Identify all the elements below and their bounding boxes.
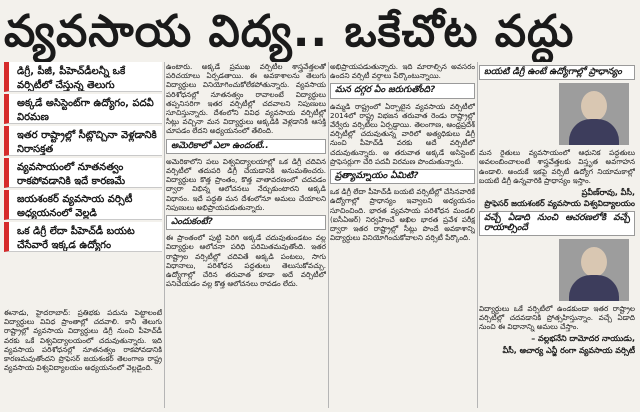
article-column-3: [330, 62, 475, 408]
body-text: ఈనాడు, హైదరాబాద్: ప్రతిభకు పదును పెట్టాలంటే విద్యార్థులు వివిధ ప్రాంతాల్లో చదవాలి. కానీ తెలుగు రాష్ట్రాల్లో వ్యవసాయ విద్యార్థులు డిగ్రీ నుంచి పీహెచ్‌డీ వరకు ఒకే విశ్వవిద్యాలయంలో చదువుతున్నారు. ఇది వ్యవసాయ పరిశోధనల్లో నూతనత్వం రాకపోవడానికి కారణమవుతోందని ప్రొఫెసర్ జయశంకర్ తెలంగాణ రాష్ట్ర వ్యవసాయ విశ్వవిద్యాలయం అధ్యయనంలో వెల్లడైంది.: [4, 308, 162, 373]
portrait-photo: [559, 239, 629, 301]
subheading: బయటి డిగ్రీ ఉంటే ఉద్యోగాల్లో ప్రాధాన్యం: [479, 65, 635, 80]
body-text: మన రైతులు వ్యవసాయంలో ఆధునిక పద్ధతులు అవలంబించాలంటే శాస్త్రవేత్తలకు విస్తృత అవగాహన ఉండాలి. అందుకే ఇకపై వర్సిటీ ఉద్యోగ నియామకాల్లో బయటి డిగ్రీ ఉన్నవారికి ప్రాధాన్యం ఇస్తాం.: [479, 148, 635, 185]
body-text: అమెరికాలోని పలు విశ్వవిద్యాలయాల్లో ఒక డిగ్రీ చదివిన వర్సిటీలో తదుపరి డిగ్రీ చేయడానికి అనుమతించరు. విద్యార్థులు కొత్త ప్రాంతం, కొత్త వాతావరణంలో చదవడం ద్వారా విభిన్న ఆలోచనలు నేర్చుకుంటారని అక్కడి విధానం. ఇదే పద్ధతి మన దేశంలోనూ అమలు చేయాలని నిపుణులు అభిప్రాయపడుతున్నారు.: [166, 156, 326, 212]
photo-caption-affiliation: ప్రొఫెసర్ జయశంకర్ వ్యవసాయ విశ్వవిద్యాలయం: [484, 199, 635, 209]
bullet-item: జయశంకర్ వ్యవసాయ వర్సిటీ అధ్యయనంలో వెల్లడి: [4, 190, 162, 220]
body-text: ఒక డిగ్రీ లేదా పీహెచ్‌డీ బయటి వర్సిటీల్లో చేసినవారికే ఉద్యోగాల్లో ప్రాధాన్యం ఇవ్వాలని అధ్యయనం సూచించింది. భారత వ్యవసాయ పరిశోధన మండలి (ఐసీఏఆర్) నిర్వహించే అఖిల భారత ప్రవేశ పరీక్ష ద్వారా ఇతర రాష్ట్రాల్లో సీట్లు పొందే అవకాశాన్ని విద్యార్థులు వినియోగించుకోవాలని వర్సిటీ పేర్కొంది.: [330, 187, 475, 243]
subheading: మన దగ్గర ఏం జరుగుతోంది?: [330, 83, 475, 98]
subheading: అమెరికాలో ఎలా ఉందంటే..: [166, 139, 326, 154]
body-text: విద్యార్థులు ఒకే వర్సిటీలో ఉండకుండా ఇతర రాష్ట్రాల వర్సిటీల్లో చదవడానికి ప్రోత్సహిస్తున్నాం. వచ్చే ఏడాది నుంచి ఈ విధానాన్ని అమలు చేస్తాం.: [479, 303, 635, 332]
article-column-1: [4, 308, 162, 410]
bullet-item: ఒక డిగ్రీ లేదా పీహెచ్‌డీ బయట చేసేవారే ఇక్కడ ఉద్యోగం: [4, 222, 162, 252]
bullet-item: ఇతర రాష్ట్రాల్లో సీట్లొచ్చినా వెళ్లడానికి నిరాసక్తత: [4, 126, 162, 156]
subheading: ఎందుకంటే?: [166, 215, 326, 230]
photo-caption: ప్రవీణ్‌రావు, వీసీ,: [581, 188, 635, 198]
portrait-photo: [559, 83, 629, 145]
bullet-list: [4, 62, 162, 254]
article-column-2: [166, 62, 326, 408]
body-text: అభిప్రాయపడుతున్నారు. ఇది మారాల్సిన అవసరం ఉందని వర్సిటీ వర్గాలు పేర్కొంటున్నాయి.: [330, 62, 475, 81]
bullet-item: వ్యవసాయంలో నూతనత్వం రాకపోవడానికి ఇదే కారణమే: [4, 158, 162, 188]
subheading: ప్రత్యామ్నాయం ఏమిటి?: [330, 169, 475, 184]
bullet-item: డిగ్రీ, పీజీ, పీహెచ్‌డీలన్నీ ఒకే వర్సిటీలో చేస్తున్న తెలుగు: [4, 62, 162, 92]
photo-caption-affiliation: వీసీ, ఆచార్య ఎన్జీ రంగా వ్యవసాయ వర్సిటీ: [502, 345, 635, 355]
column-divider: [328, 62, 329, 408]
column-divider: [477, 62, 478, 408]
headline: వ్యవసాయ విద్య.. ఒకేచోట వద్దు: [4, 6, 575, 57]
body-text: ఈ ప్రాంతంలో పుట్టి పెరిగి అక్కడే చదువుతుండటం వల్ల విద్యార్థుల ఆలోచనా పరిధి పరిమితమవుతోంది. ఇతర రాష్ట్రాల వర్సిటీల్లో చదివితే అక్కడి పంటలు, సాగు విధానాలు, పరిశోధన పద్ధతులు తెలుసుకోవచ్చు. ఉద్యోగాల్లో చేరిన తరువాత కూడా అదే వర్సిటీలో పనిచేయడం వల్ల కొత్త ఆలోచనలు రావడం లేదు.: [166, 233, 326, 289]
article-column-4: [479, 62, 635, 408]
photo-caption: – వల్లభనేని దామోదర నాయుడు,: [531, 334, 635, 344]
body-text: ఉంటారు. అక్కడే ప్రముఖ వర్సిటీల శాస్త్రవేత్తలతో పరిచయాలు ఏర్పడతాయి. ఈ అవకాశాలను తెలుగు విద్యార్థులు వినియోగించుకోలేకపోతున్నారు. వ్యవసాయ పరిశోధనల్లో నూతనత్వం రావాలంటే విద్యార్థులు తప్పనిసరిగా ఇతర వర్సిటీల్లో చదవాలని నిపుణులు సూచిస్తున్నారు. దేశంలోని వివిధ వ్యవసాయ వర్సిటీల్లో సీట్లు వచ్చినా మన విద్యార్థులు అక్కడికి వెళ్లడానికి ఆసక్తి చూపడం లేదని అధ్యయనంలో తేలింది.: [166, 62, 326, 136]
column-divider: [164, 62, 165, 408]
subheading: వచ్చే ఏడాది నుంచి ఆచరణలోకి వచ్చే రాయాల్సిందే: [479, 211, 635, 235]
body-text: ఉమ్మడి రాష్ట్రంలో ఏర్పాటైన వ్యవసాయ వర్సిటీలో 2014లో రాష్ట్ర విభజన తరువాత రెండు రాష్ట్రాల్లో వేర్వేరు వర్సిటీలు ఏర్పడ్డాయి. తెలంగాణ, ఆంధ్రప్రదేశ్ వర్సిటీల్లో చదువుతున్న వారిలో అత్యధికులు డిగ్రీ నుంచి పీహెచ్‌డీ వరకు అదే వర్సిటీలో చదువుతున్నారు. ఆ తరువాత అక్కడే అసిస్టెంట్ ప్రొఫెసర్లుగా చేరి పదవీ విరమణ పొందుతున్నారు.: [330, 101, 475, 166]
bullet-item: అక్కడే అసిస్టెంట్‌గా ఉద్యోగం, పదవీ విరమణ: [4, 94, 162, 124]
